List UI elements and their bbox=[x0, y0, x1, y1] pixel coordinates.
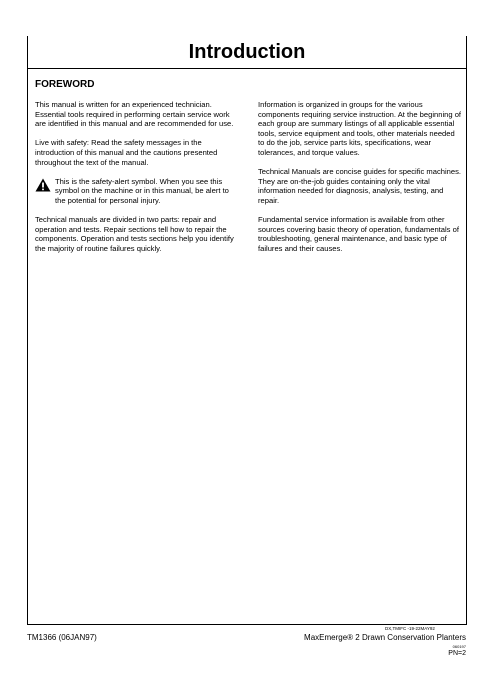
footer-date-code: 060197 bbox=[452, 644, 466, 649]
reference-code: DX,TMIFC -19-22MAY92 bbox=[385, 626, 435, 631]
paragraph-fundamental-info: Fundamental service information is available from other sources covering basic theory of operation, fundamentals of troubleshooting, general maintenance, and basic type of failures and their causes. bbox=[258, 215, 459, 253]
footer-manual-id: TM1366 (06JAN97) bbox=[27, 633, 97, 642]
section-heading: FOREWORD bbox=[35, 79, 95, 90]
safety-alert-triangle-icon bbox=[35, 178, 51, 192]
safety-alert-block bbox=[35, 177, 240, 206]
left-column bbox=[35, 100, 240, 263]
footer-page-number: PN=2 bbox=[448, 650, 466, 657]
right-column bbox=[258, 100, 463, 263]
page-title: Introduction bbox=[188, 41, 306, 63]
paragraph-manual-parts: Technical manuals are divided in two parts: repair and operation and tests. Repair sections tell how to repair the components. Operation and tests sections help you identify the majority of routine failures quickly. bbox=[35, 215, 234, 253]
safety-alert-text: This is the safety-alert symbol. When you see this symbol on the machine or in this manual, be alert to the potential for personal injury. bbox=[55, 176, 229, 205]
paragraph-safety: Live with safety: Read the safety messages in the introduction of this manual and the cautions presented throughout the text of the manual. bbox=[35, 138, 218, 167]
footer-manual-title: MaxEmerge® 2 Drawn Conservation Planters bbox=[304, 633, 466, 642]
paragraph-organization: Information is organized in groups for the various components requiring service instruction. At the beginning of each group are summary listings of all applicable essential tools, service equipment and tools, other materials needed to do the job, service parts kits, specifications, wear tolerances, and torque values. bbox=[258, 100, 462, 157]
title-box-bottom-border bbox=[27, 68, 467, 69]
paragraph-technical-manuals: Technical Manuals are concise guides for specific machines. They are on-the-job guides containing only the vital information needed for diagnosis, analysis, testing, and repair. bbox=[258, 167, 462, 205]
content-frame-right bbox=[466, 68, 467, 624]
paragraph-intro: This manual is written for an experienced technician. Essential tools required in performing certain service work are identified in this manual and are recommended for use. bbox=[35, 100, 234, 129]
content-frame-bottom bbox=[27, 624, 467, 625]
content-frame-left bbox=[27, 68, 28, 624]
